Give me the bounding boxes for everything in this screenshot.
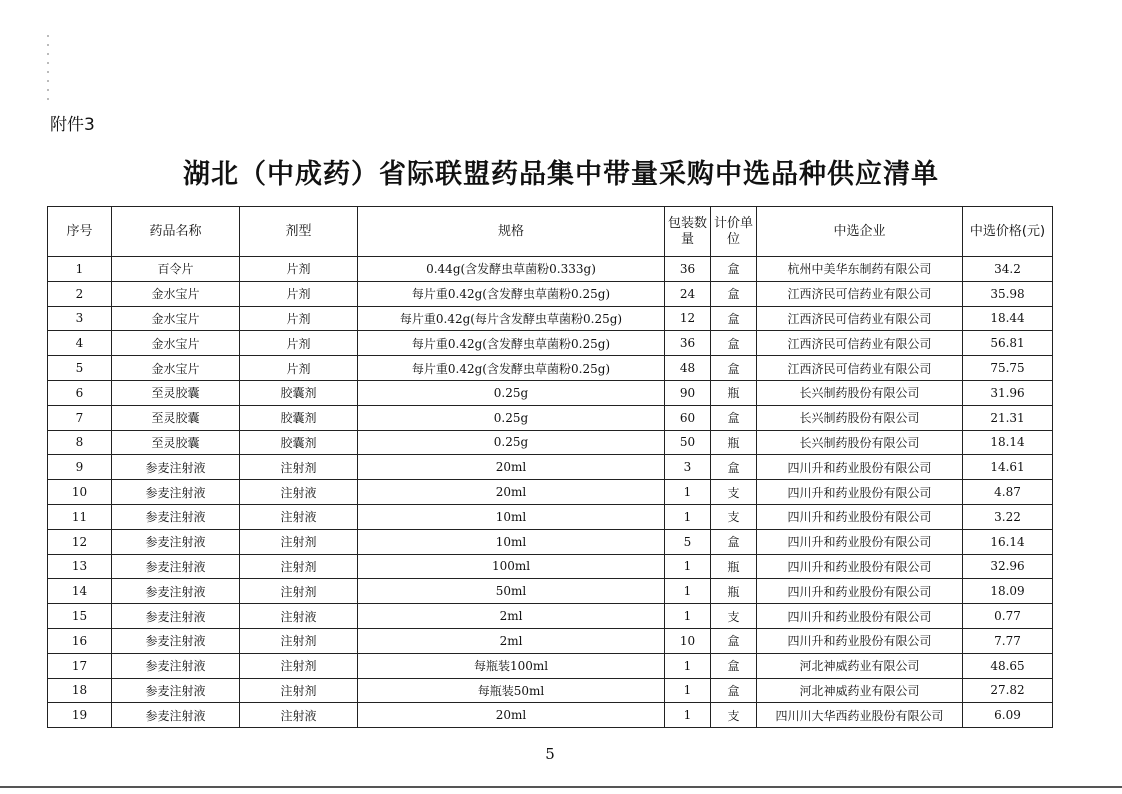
cell-spec: 每片重0.42g(含发酵虫草菌粉0.25g) [358,356,665,381]
cell-company: 四川升和药业股份有限公司 [757,529,963,554]
cell-pack: 50 [665,430,711,455]
cell-name: 百令片 [112,257,240,282]
cell-unit: 支 [711,504,757,529]
cell-spec: 每瓶装50ml [358,678,665,703]
cell-pack: 1 [665,678,711,703]
cell-price: 18.09 [963,579,1053,604]
header-form: 剂型 [240,207,358,257]
cell-company: 杭州中美华东制药有限公司 [757,257,963,282]
table-row [48,430,1053,455]
cell-seq: 14 [48,579,112,604]
cell-price: 35.98 [963,281,1053,306]
cell-pack: 1 [665,480,711,505]
cell-price: 6.09 [963,703,1053,728]
table-row [48,480,1053,505]
cell-unit: 盒 [711,678,757,703]
header-seq: 序号 [48,207,112,257]
cell-spec: 10ml [358,529,665,554]
cell-pack: 60 [665,405,711,430]
header-unit: 计价单位 [711,207,757,257]
cell-pack: 36 [665,331,711,356]
cell-form: 注射剂 [240,653,358,678]
cell-spec: 每瓶装100ml [358,653,665,678]
cell-company: 河北神威药业有限公司 [757,653,963,678]
cell-spec: 2ml [358,628,665,653]
cell-unit: 盒 [711,331,757,356]
table-row [48,554,1053,579]
cell-company: 四川升和药业股份有限公司 [757,579,963,604]
cell-seq: 12 [48,529,112,554]
cell-company: 长兴制药股份有限公司 [757,405,963,430]
cell-name: 参麦注射液 [112,554,240,579]
cell-company: 长兴制药股份有限公司 [757,380,963,405]
cell-form: 胶囊剂 [240,430,358,455]
table-row [48,281,1053,306]
table-row [48,579,1053,604]
cell-unit: 支 [711,480,757,505]
cell-form: 注射剂 [240,628,358,653]
cell-name: 参麦注射液 [112,703,240,728]
cell-name: 金水宝片 [112,331,240,356]
cell-unit: 盒 [711,257,757,282]
cell-spec: 0.25g [358,430,665,455]
cell-price: 56.81 [963,331,1053,356]
cell-seq: 8 [48,430,112,455]
cell-name: 参麦注射液 [112,678,240,703]
cell-seq: 10 [48,480,112,505]
cell-seq: 16 [48,628,112,653]
header-spec: 规格 [358,207,665,257]
attachment-label: 附件3 [50,115,95,135]
scan-margin-marks [47,35,49,100]
cell-name: 参麦注射液 [112,579,240,604]
cell-name: 金水宝片 [112,306,240,331]
cell-unit: 盒 [711,653,757,678]
cell-name: 参麦注射液 [112,628,240,653]
table-header-row [48,207,1053,257]
cell-company: 四川川大华西药业股份有限公司 [757,703,963,728]
cell-unit: 盒 [711,356,757,381]
cell-form: 注射液 [240,604,358,629]
cell-unit: 盒 [711,281,757,306]
cell-unit: 瓶 [711,579,757,604]
cell-pack: 3 [665,455,711,480]
table-row [48,257,1053,282]
cell-spec: 20ml [358,480,665,505]
cell-spec: 每片重0.42g(含发酵虫草菌粉0.25g) [358,281,665,306]
cell-unit: 盒 [711,306,757,331]
page-number: 5 [545,745,555,763]
cell-pack: 1 [665,504,711,529]
cell-pack: 1 [665,554,711,579]
cell-form: 片剂 [240,257,358,282]
cell-price: 27.82 [963,678,1053,703]
cell-form: 胶囊剂 [240,380,358,405]
cell-company: 江西济民可信药业有限公司 [757,331,963,356]
cell-unit: 瓶 [711,380,757,405]
cell-name: 参麦注射液 [112,604,240,629]
table-row [48,380,1053,405]
cell-name: 参麦注射液 [112,504,240,529]
cell-pack: 1 [665,604,711,629]
cell-seq: 11 [48,504,112,529]
cell-form: 注射剂 [240,455,358,480]
cell-pack: 36 [665,257,711,282]
cell-price: 48.65 [963,653,1053,678]
cell-pack: 1 [665,703,711,728]
header-pack: 包装数量 [665,207,711,257]
cell-price: 21.31 [963,405,1053,430]
cell-form: 注射剂 [240,579,358,604]
table-row [48,405,1053,430]
cell-unit: 盒 [711,529,757,554]
cell-company: 长兴制药股份有限公司 [757,430,963,455]
cell-unit: 盒 [711,405,757,430]
cell-company: 四川升和药业股份有限公司 [757,455,963,480]
table-row [48,331,1053,356]
table-body [48,257,1053,728]
cell-seq: 1 [48,257,112,282]
table-row [48,529,1053,554]
cell-pack: 12 [665,306,711,331]
cell-seq: 5 [48,356,112,381]
cell-name: 至灵胶囊 [112,430,240,455]
cell-spec: 每片重0.42g(含发酵虫草菌粉0.25g) [358,331,665,356]
cell-name: 至灵胶囊 [112,405,240,430]
cell-price: 7.77 [963,628,1053,653]
cell-form: 注射剂 [240,678,358,703]
cell-unit: 支 [711,604,757,629]
cell-form: 片剂 [240,356,358,381]
cell-pack: 24 [665,281,711,306]
cell-form: 注射液 [240,480,358,505]
cell-price: 0.77 [963,604,1053,629]
cell-company: 江西济民可信药业有限公司 [757,281,963,306]
cell-spec: 0.44g(含发酵虫草菌粉0.333g) [358,257,665,282]
cell-price: 18.14 [963,430,1053,455]
cell-price: 31.96 [963,380,1053,405]
cell-unit: 瓶 [711,430,757,455]
document-title: 湖北（中成药）省际联盟药品集中带量采购中选品种供应清单 [183,159,939,190]
cell-pack: 1 [665,579,711,604]
cell-seq: 3 [48,306,112,331]
cell-unit: 支 [711,703,757,728]
cell-seq: 4 [48,331,112,356]
cell-company: 河北神威药业有限公司 [757,678,963,703]
cell-name: 金水宝片 [112,281,240,306]
cell-company: 江西济民可信药业有限公司 [757,356,963,381]
cell-unit: 盒 [711,455,757,480]
cell-spec: 0.25g [358,380,665,405]
cell-pack: 1 [665,653,711,678]
table-row [48,306,1053,331]
cell-name: 参麦注射液 [112,653,240,678]
cell-spec: 0.25g [358,405,665,430]
cell-name: 参麦注射液 [112,480,240,505]
header-name: 药品名称 [112,207,240,257]
cell-company: 四川升和药业股份有限公司 [757,554,963,579]
header-company: 中选企业 [757,207,963,257]
table-row [48,628,1053,653]
cell-pack: 10 [665,628,711,653]
cell-company: 四川升和药业股份有限公司 [757,604,963,629]
cell-price: 16.14 [963,529,1053,554]
scan-bottom-line [0,786,1122,788]
cell-price: 18.44 [963,306,1053,331]
cell-price: 4.87 [963,480,1053,505]
cell-spec: 100ml [358,554,665,579]
cell-form: 片剂 [240,281,358,306]
cell-pack: 90 [665,380,711,405]
cell-seq: 2 [48,281,112,306]
table-row [48,356,1053,381]
cell-spec: 50ml [358,579,665,604]
cell-seq: 9 [48,455,112,480]
cell-seq: 17 [48,653,112,678]
cell-form: 注射液 [240,703,358,728]
cell-form: 注射剂 [240,554,358,579]
cell-spec: 20ml [358,703,665,728]
cell-pack: 5 [665,529,711,554]
cell-spec: 2ml [358,604,665,629]
table-row [48,504,1053,529]
table-row [48,703,1053,728]
cell-name: 至灵胶囊 [112,380,240,405]
cell-price: 3.22 [963,504,1053,529]
cell-name: 参麦注射液 [112,529,240,554]
cell-form: 胶囊剂 [240,405,358,430]
cell-company: 四川升和药业股份有限公司 [757,628,963,653]
cell-form: 注射液 [240,504,358,529]
cell-name: 参麦注射液 [112,455,240,480]
cell-form: 片剂 [240,306,358,331]
cell-seq: 7 [48,405,112,430]
cell-spec: 每片重0.42g(每片含发酵虫草菌粉0.25g) [358,306,665,331]
cell-company: 四川升和药业股份有限公司 [757,480,963,505]
cell-spec: 10ml [358,504,665,529]
table-row [48,678,1053,703]
cell-price: 14.61 [963,455,1053,480]
cell-price: 34.2 [963,257,1053,282]
cell-seq: 13 [48,554,112,579]
cell-company: 四川升和药业股份有限公司 [757,504,963,529]
table-row [48,604,1053,629]
table-row [48,653,1053,678]
cell-price: 75.75 [963,356,1053,381]
cell-name: 金水宝片 [112,356,240,381]
supply-table [47,206,1053,728]
cell-form: 注射剂 [240,529,358,554]
cell-spec: 20ml [358,455,665,480]
cell-seq: 15 [48,604,112,629]
cell-price: 32.96 [963,554,1053,579]
cell-unit: 瓶 [711,554,757,579]
header-price: 中选价格(元) [963,207,1053,257]
cell-form: 片剂 [240,331,358,356]
cell-pack: 48 [665,356,711,381]
cell-seq: 19 [48,703,112,728]
cell-seq: 18 [48,678,112,703]
cell-seq: 6 [48,380,112,405]
cell-unit: 盒 [711,628,757,653]
table-row [48,455,1053,480]
cell-company: 江西济民可信药业有限公司 [757,306,963,331]
